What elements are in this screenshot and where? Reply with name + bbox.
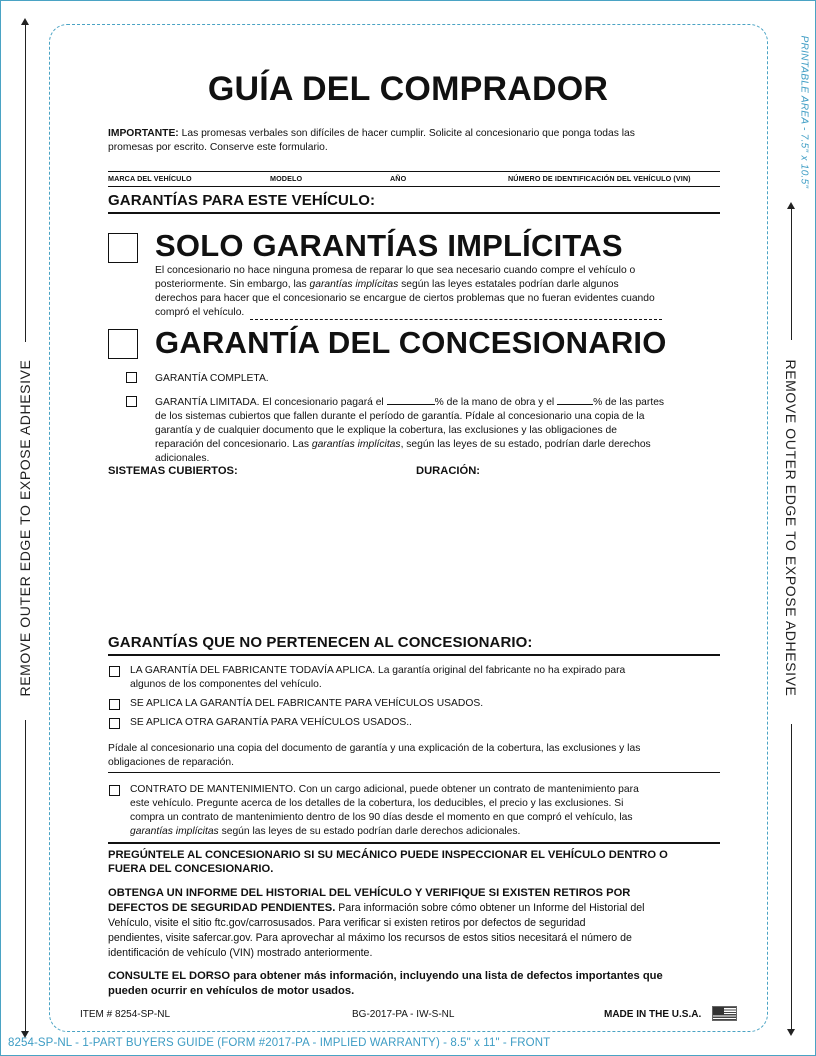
dealer-warranty-checkbox[interactable] (108, 329, 138, 359)
bottom-strip-label: 8254-SP-NL - 1-PART BUYERS GUIDE (FORM #2017-PA - IMPLIED WARRANTY) - 8.5" x 11" - FRONT (8, 1037, 551, 1049)
manufacturer-used-label: SE APLICA LA GARANTÍA DEL FABRICANTE PARA VEHÍCULOS USADOS. (130, 698, 484, 709)
footer-form-number: BG-2017-PA - IW-S-NL (352, 1009, 455, 1020)
left-arrow-up-icon (25, 24, 26, 342)
manufacturer-used-checkbox[interactable] (109, 699, 120, 710)
right-arrow-down-icon (791, 724, 792, 1030)
reverse-text: CONSULTE EL DORSO para obtener más información, incluyendo una lista de defectos importantes que pueden ocurrir en vehículos de motor usados. (108, 970, 663, 997)
service-contract-rule (108, 772, 720, 773)
vehicle-model-label: MODELO (270, 174, 303, 183)
non-dealer-header: GARANTÍAS QUE NO PERTENECEN AL CONCESIONARIO: (108, 634, 533, 651)
systems-covered-label: SISTEMAS CUBIERTOS: (108, 465, 238, 477)
vehicle-vin-label: NÚMERO DE IDENTIFICACIÓN DEL VEHÍCULO (VIN) (508, 174, 691, 183)
other-used-checkbox[interactable] (109, 718, 120, 729)
service-contract-text: CONTRATO DE MANTENIMIENTO. Con un cargo adicional, puede obtener un contrato de mantenimiento para este vehículo. Pregunte acerca de los detalles de la cobertura, los deducibles, el precio y las exclusiones. Si compra un contrato de mantenimiento dentro de los 90 días desde el momento en que compró el vehículo, las garantías implícitas según las leyes de su estado podrían darle derechos adicionales. (130, 784, 639, 837)
us-flag-icon (712, 1006, 737, 1021)
implied-warranty-heading: SOLO GARANTÍAS IMPLÍCITAS (155, 228, 623, 263)
service-contract-checkbox[interactable] (109, 785, 120, 796)
left-adhesive-note: REMOVE OUTER EDGE TO EXPOSE ADHESIVE (17, 359, 33, 697)
page-title: GUÍA DEL COMPRADOR (207, 70, 609, 108)
vehicle-year-label: AÑO (390, 174, 407, 183)
inspect-text: PREGÚNTELE AL CONCESIONARIO SI SU MECÁNICO PUEDE INSPECCIONAR EL VEHÍCULO DENTRO O FUERA DEL CONCESIONARIO. (108, 849, 668, 875)
footer-item-number: ITEM # 8254-SP-NL (80, 1009, 171, 1020)
non-dealer-rule (108, 654, 720, 656)
vehicle-make-label: MARCA DEL VEHÍCULO (108, 174, 192, 183)
important-line-2: promesas por escrito. Conserve este formulario. (108, 142, 328, 153)
parts-percent-blank[interactable] (557, 396, 593, 405)
vehicle-fields-bottom-rule (108, 186, 720, 187)
manufacturer-warranty-checkbox[interactable] (109, 666, 120, 677)
other-used-label: SE APLICA OTRA GARANTÍA PARA VEHÍCULOS USADOS.. (130, 717, 412, 728)
history-text: OBTENGA UN INFORME DEL HISTORIAL DEL VEHÍCULO Y VERIFIQUE SI EXISTEN RETIROS POR DEFECTOS DE SEGURIDAD PENDIENTES. Para información sobre cómo obtener un Informe del Historial del Vehículo, visite el sitio ftc.gov/carrosusados. Para verificar si existen retiros por defectos de seguridad pendientes, visite safercar.gov. Para aprovechar al máximo los recursos de estos sitios necesitará el número de identificación de vehículo (VIN) mostrado anteriormente. (108, 887, 645, 959)
left-arrow-down-icon (25, 720, 26, 1032)
limited-warranty-text: GARANTÍA LIMITADA. El concesionario pagará el % de la mano de obra y el % de las partes de los sistemas cubiertos que fallen durante el período de garantía. Pídale al concesionario una copia de la garantía y de cualquier documento que le explique la cobertura, las exclusiones y las obligaciones de reparación del concesionario. Las garantías implícitas, según las leyes de su estado, podrían darle derechos adicionales. (155, 397, 665, 464)
right-adhesive-note: REMOVE OUTER EDGE TO EXPOSE ADHESIVE (783, 359, 799, 697)
full-warranty-label: GARANTÍA COMPLETA. (155, 373, 269, 384)
implied-dashed-separator (250, 319, 662, 320)
full-warranty-checkbox[interactable] (126, 372, 137, 383)
ask-copy-text: Pídale al concesionario una copia del documento de garantía y una explicación de la cobertura, las exclusiones y las obligaciones de reparación. (108, 743, 641, 768)
implied-warranty-text: El concesionario no hace ninguna promesa de reparar lo que sea necesario cuando compre el vehículo o posteriormente. Sin embargo, las garantías implícitas según las leyes estatales podrían darle algunos derechos para hacer que el concesionario se encargue de ciertos problemas que no fueran evidentes cuando compró el vehículo. (155, 265, 655, 318)
important-line-1: IMPORTANTE: Las promesas verbales son difíciles de hacer cumplir. Solicite al concesionario que ponga todas las (108, 128, 635, 139)
footer-made-in: MADE IN THE U.S.A. (604, 1009, 702, 1020)
limited-warranty-checkbox[interactable] (126, 396, 137, 407)
printable-area-note: PRINTABLE AREA - 7.5" x 10.5" (798, 35, 810, 189)
right-arrow-up-icon (791, 208, 792, 340)
duration-label: DURACIÓN: (416, 465, 481, 477)
dealer-warranty-heading: GARANTÍA DEL CONCESIONARIO (155, 325, 667, 360)
vehicle-fields-rule (108, 171, 720, 172)
labor-percent-blank[interactable] (387, 396, 435, 405)
warranties-header: GARANTÍAS PARA ESTE VEHÍCULO: (108, 192, 376, 209)
manufacturer-warranty-text: LA GARANTÍA DEL FABRICANTE TODAVÍA APLICA. La garantía original del fabricante no ha expirado para algunos de los componentes del vehículo. (130, 665, 626, 690)
warranties-rule (108, 212, 720, 214)
inspect-rule (108, 842, 720, 844)
implied-warranty-checkbox[interactable] (108, 233, 138, 263)
